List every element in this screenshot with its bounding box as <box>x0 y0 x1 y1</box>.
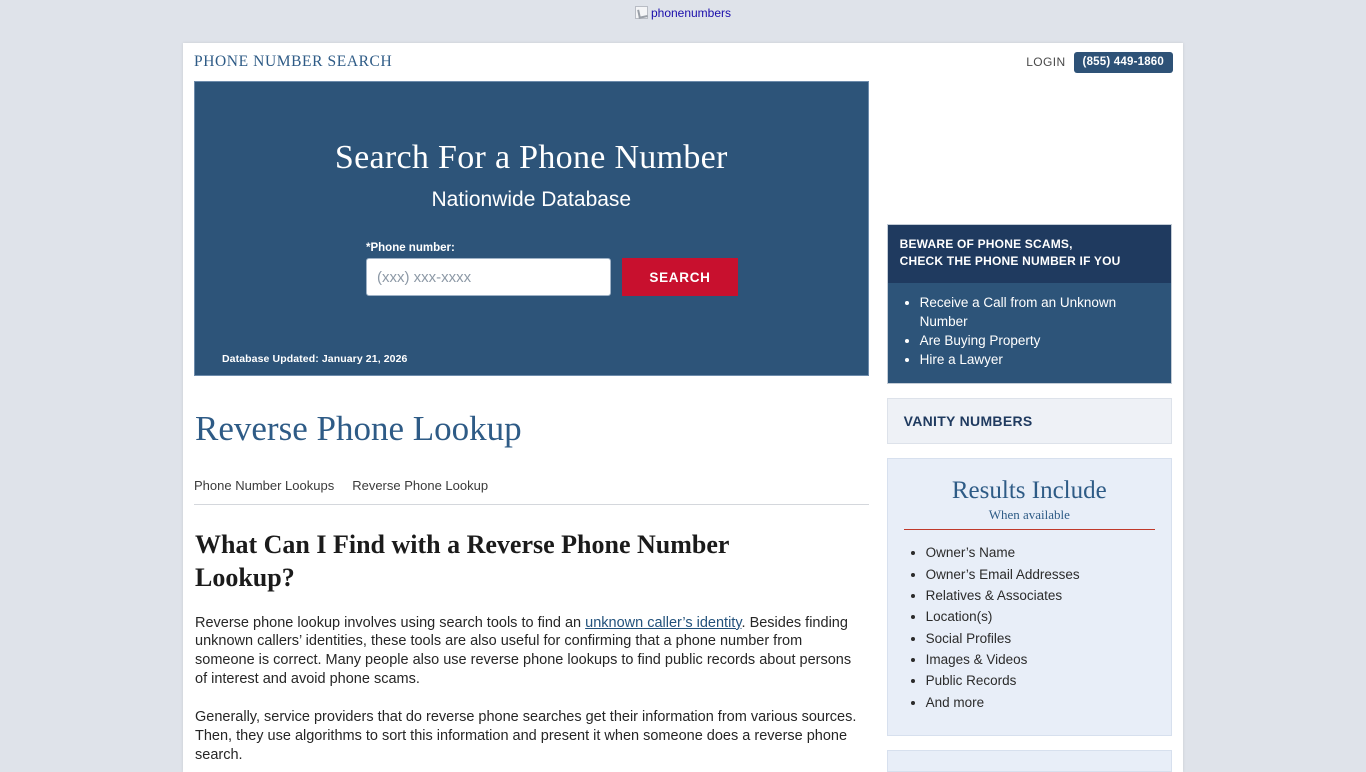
hero-search-panel <box>194 81 869 376</box>
broken-image-placeholder <box>0 0 1366 20</box>
broken-image-icon <box>635 6 648 19</box>
search-row <box>366 258 766 296</box>
page-title: Reverse Phone Lookup <box>195 409 522 448</box>
list-item: • Owner’s Email Addresses <box>926 564 1155 585</box>
vanity-numbers-link[interactable]: VANITY NUMBERS <box>887 398 1172 444</box>
phone-number-input[interactable] <box>366 258 611 296</box>
unknown-caller-identity-link[interactable]: unknown caller’s identity <box>585 614 742 631</box>
scam-warning-box <box>887 224 1172 384</box>
list-item: • Hire a Lawyer <box>920 350 1159 369</box>
list-item: • Owner’s Name <box>926 542 1155 563</box>
list-item: • Relatives & Associates <box>926 585 1155 606</box>
paragraph-1-post: . Besides finding unknown callers’ identities, these tools are also useful for confirming that a phone number from someone is correct. Many people also use reverse phone lookups to find public records about persons of interest and avoid phone scams. <box>195 614 852 688</box>
list-item: • Receive a Call from an Unknown Number <box>920 293 1159 331</box>
site-brand[interactable]: PHONE NUMBER SEARCH <box>194 53 393 70</box>
page-container <box>183 43 1183 772</box>
results-include-subtitle: When available <box>904 507 1155 530</box>
breadcrumb <box>194 478 869 505</box>
site-header <box>183 43 1183 81</box>
results-include-title: Results Include <box>951 477 1107 505</box>
main-column <box>194 81 869 772</box>
sidebar-bottom-box <box>887 750 1172 772</box>
breadcrumb-item-reverse-phone-lookup[interactable]: Reverse Phone Lookup <box>352 478 489 493</box>
list-item: • Social Profiles <box>926 628 1155 649</box>
scam-warning-heading <box>888 225 1171 283</box>
list-item: • Images & Videos <box>926 649 1155 670</box>
paragraph-1-pre: Reverse phone lookup involves using search tools to find an <box>195 614 586 631</box>
paragraph-2: Generally, service providers that do reverse phone searches get their information from various sources. Then, they use algorithms to sort this information and present it when someone does a reverse phone search. <box>195 708 857 763</box>
list-item: • Are Buying Property <box>920 331 1159 350</box>
scam-heading-line-1: BEWARE OF PHONE SCAMS, <box>899 237 1073 251</box>
page-content <box>183 81 1183 772</box>
scam-warning-body <box>888 283 1171 384</box>
list-item: • Public Records <box>926 670 1155 691</box>
login-link[interactable]: LOGIN <box>1026 55 1066 69</box>
search-form <box>366 242 766 296</box>
section-title: What Can I Find with a Reverse Phone Number Lookup? <box>195 530 729 593</box>
hero-subtitle: Nationwide Database <box>431 188 632 211</box>
results-include-box <box>887 458 1172 736</box>
header-phone-number[interactable]: (855) 449-1860 <box>1074 52 1173 73</box>
list-item: • Location(s) <box>926 606 1155 627</box>
sidebar <box>887 81 1172 772</box>
results-include-list <box>904 542 1155 713</box>
scam-warning-list <box>902 293 1159 370</box>
broken-image-alt-text: phonenumbers <box>650 6 732 20</box>
header-actions <box>1026 52 1173 73</box>
phone-field-label: *Phone number: <box>366 242 455 254</box>
breadcrumb-item-phone-number-lookups[interactable]: Phone Number Lookups <box>194 478 335 493</box>
list-item: • And more <box>926 692 1155 713</box>
scam-heading-line-2: CHECK THE PHONE NUMBER IF YOU <box>899 254 1121 269</box>
database-updated-text: Database Updated: January 21, 2026 <box>222 353 408 365</box>
search-button[interactable]: SEARCH <box>622 258 738 296</box>
hero-title: Search For a Phone Number <box>334 139 728 176</box>
paragraph-1 <box>195 614 865 689</box>
